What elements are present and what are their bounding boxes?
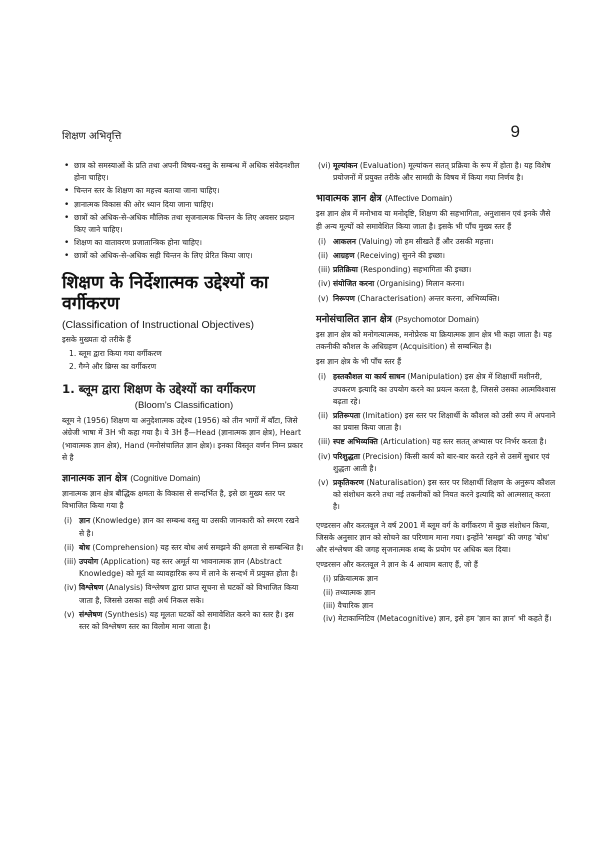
list-item: (iii) वैचारिक ज्ञान bbox=[323, 600, 374, 610]
item-number: (iv) bbox=[318, 279, 331, 289]
knowledge-dimensions-list bbox=[316, 573, 558, 625]
cognitive-heading-title: ज्ञानात्मक ज्ञान क्षेत्र bbox=[62, 473, 128, 485]
list-item bbox=[62, 542, 306, 554]
list-item bbox=[62, 582, 306, 606]
cognitive-intro: ज्ञानात्मक ज्ञान क्षेत्र बौद्धिक क्षमता के विकास से सन्दर्भित है, इसे छः मुख्य स्तर पर विभाजित किया गया है bbox=[62, 489, 286, 511]
main-heading: शिक्षण के निर्देशात्मक उद्देश्यों का वर्गीकरण bbox=[62, 272, 269, 314]
affective-heading-title: भावात्मक ज्ञान क्षेत्र bbox=[316, 193, 382, 205]
list-item bbox=[316, 264, 558, 276]
item-number: (v) bbox=[318, 478, 329, 488]
bloom-paragraph: ब्लूम ने (1956) शिक्षण या अनुदेशात्मक उद्देश्य (1956) को तीन भागों में बाँटा, जिसे अंग्रेजी भाषा में 3H भी कहा गया है। ये 3H हैं—Head (ज्ञानात्मक ज्ञान क्षेत्र), Heart (भावात्मक ज्ञान क्षेत्र), Hand (मनोसंचालित ज्ञान क्षेत्र)। इनका विस्तृत वर्णन निम्न प्रकार से है bbox=[62, 416, 303, 462]
item-term: प्रकृतिकरण bbox=[333, 478, 364, 488]
item-text: (Manipulation) इस क्षेत्र में शिक्षार्थी मशीनरी, उपकरण इत्यादि का उपयोग करने का प्रयत्न करता है, जिससे उसका आत्मविश्वास बढ़ता रहे। bbox=[333, 372, 556, 406]
item-number: (ii) bbox=[318, 251, 329, 261]
list-item bbox=[316, 477, 558, 514]
bloom-heading-english: (Bloom's Classification) bbox=[134, 400, 234, 412]
item-term: मूल्यांकन bbox=[333, 161, 358, 170]
list-item: 1. ब्लूम द्वारा किया गया वर्गीकरण bbox=[69, 348, 162, 358]
list-item bbox=[316, 250, 558, 262]
item-term: विश्लेषण bbox=[79, 583, 104, 593]
left-column bbox=[62, 160, 306, 635]
list-item bbox=[62, 556, 306, 580]
item-text: (Characterisation) अन्तर करना, अभिव्यक्ति। bbox=[357, 293, 500, 303]
anderson-paragraph: एण्डरसन और करतवूल ने वर्ष 2001 में ब्लूम वर्ग के वर्गीकरण में कुछ संशोधन किया, जिसके अनुसार ज्ञान को सोचने का परिणाम माना गया। इन्होंने 'समझ' की जगह 'बोध' और संश्लेषण की जगह सृजनात्मक शब्द के प्रयोग पर अधिक बल दिया। bbox=[316, 520, 550, 555]
list-item bbox=[316, 371, 558, 408]
evaluation-list bbox=[316, 160, 558, 184]
item-term: आग्रहण bbox=[333, 251, 355, 261]
right-column bbox=[316, 160, 558, 629]
item-number: (iii) bbox=[318, 437, 331, 447]
list-item: (iv) मेटाकाग्निटिव (Metacognitive) ज्ञान, इसे हम 'ज्ञान का ज्ञान' भी कहते हैं। bbox=[323, 614, 552, 624]
item-number: (i) bbox=[64, 516, 73, 526]
item-term: निरूपण bbox=[333, 293, 355, 303]
item-number: (v) bbox=[318, 293, 329, 303]
classification-ways-list bbox=[62, 348, 306, 373]
item-term: प्रतिक्रिया bbox=[333, 265, 358, 275]
item-text: (Analysis) विश्लेषण द्वारा प्राप्त सूचना से घटकों को विभाजित किया जाता है, जिससे उसका सही अर्थ निकल सके। bbox=[79, 583, 299, 605]
list-item bbox=[316, 278, 558, 290]
item-number: (ii) bbox=[318, 411, 329, 421]
item-term: बोध bbox=[79, 542, 90, 552]
item-term: प्रतिरूपता bbox=[333, 411, 361, 421]
list-item: • चिन्तन स्तर के शिक्षण का महत्त्व बताया जाना चाहिए। bbox=[62, 185, 306, 197]
item-term: स्पष्ट अभिव्यक्ति bbox=[333, 437, 378, 447]
item-text: (Precision) किसी कार्य को बार-बार करते रहने से उसमें सुधार एवं शुद्धता आती है। bbox=[333, 451, 550, 473]
item-number: (i) bbox=[318, 372, 327, 382]
page-header bbox=[62, 124, 520, 146]
list-item: (ii) तथ्यात्मक ज्ञान bbox=[323, 587, 376, 597]
knowledge-dimensions-intro: एण्डरसन और करतवूल ने ज्ञान के 4 आयाम बताए हैं, जो हैं bbox=[316, 560, 478, 570]
item-number: (v) bbox=[64, 609, 75, 619]
affective-levels-list bbox=[316, 236, 558, 305]
affective-heading bbox=[316, 192, 558, 206]
item-text: (Responding) सहभागिता की इच्छा। bbox=[360, 265, 472, 275]
running-head: शिक्षण अभिवृत्ति bbox=[62, 131, 122, 142]
item-text: (Articulation) यह स्तर सतत् अभ्यास पर निर्भर करता है। bbox=[380, 437, 547, 447]
intro-bullet-list bbox=[62, 160, 306, 263]
list-item: • छात्र को समस्याओं के प्रति तथा अपनी विषय-वस्तु के सम्बन्ध में अधिक संवेदनशील होना चाहिए। bbox=[62, 160, 306, 184]
list-item bbox=[316, 236, 558, 248]
cognitive-heading bbox=[62, 472, 306, 486]
item-text: (Application) यह स्तर अमूर्त या भावनात्मक ज्ञान (Abstract Knowledge) को मूर्त या व्यावहारिक रूप में लाने के सन्दर्भ में प्रयुक्त होता है। bbox=[79, 557, 298, 579]
list-item bbox=[62, 609, 306, 633]
list-item bbox=[316, 410, 558, 434]
item-term: संयोजित करना bbox=[333, 279, 375, 289]
item-text: (Imitation) इस स्तर पर शिक्षार्थी के कौशल को उसी रूप में अपनाने का प्रयास किया जाता है। bbox=[333, 411, 556, 433]
item-text: (Knowledge) ज्ञान का सम्बन्ध वस्तु या उसकी जानकारी को स्मरण रखने से है। bbox=[79, 516, 299, 538]
item-term: उपयोग bbox=[79, 557, 99, 567]
item-number: (vi) bbox=[318, 161, 331, 170]
item-text: (Receiving) सुनने की इच्छा। bbox=[357, 251, 446, 261]
list-item: • छात्रों को अधिक-से-अधिक मौलिक तथा सृजनात्मक चिन्तन के लिए अवसर प्रदान किए जाने चाहिए। bbox=[62, 212, 306, 236]
list-item: • छात्रों को अधिक-से-अधिक सही चिन्तन के लिए प्रेरित किया जाए। bbox=[62, 250, 306, 262]
cognitive-levels-list bbox=[62, 515, 306, 633]
main-intro: इसके मुख्यतः दो तरीके हैं bbox=[62, 334, 131, 344]
item-number: (iii) bbox=[318, 265, 331, 275]
item-term: आकलन bbox=[333, 236, 356, 246]
list-item: • ज्ञानात्मक विकास की ओर ध्यान दिया जाना चाहिए। bbox=[62, 199, 306, 211]
psychomotor-heading-english: (Psychomotor Domain) bbox=[395, 314, 479, 324]
affective-heading-english: (Affective Domain) bbox=[385, 194, 453, 204]
item-text: (Naturalisation) इस स्तर पर शिक्षार्थी शिक्षण के अनुरूप कौशल को संशोधन करने तथा नई तकनीकों को नियत करने इत्यादि को आत्मसात् करता है। bbox=[333, 478, 556, 512]
psychomotor-intro: इस ज्ञान क्षेत्र को मनोगत्यात्मक, मनोप्रेरक या क्रियात्मक ज्ञान क्षेत्र भी कहा जाता है। यह तकनीकी कौशल के अधिग्रहण (Acquisition) से सम्बन्धित है। bbox=[316, 329, 552, 352]
list-item bbox=[316, 436, 558, 448]
list-item: 2. गैग्ने और ब्रिग्स का वर्गीकरण bbox=[69, 362, 157, 372]
item-number: (iv) bbox=[64, 583, 77, 593]
item-text: (Synthesis) यह मूलतः घटकों को समावेशित करने का स्तर है। इस स्तर को विश्लेषण स्तर का विलोम माना जाता है। bbox=[79, 609, 294, 632]
item-text: (Valuing) जो हम सीखते हैं और उसकी महत्ता। bbox=[358, 236, 494, 246]
psychomotor-heading-title: मनोसंचालित ज्ञान क्षेत्र bbox=[316, 313, 392, 325]
list-item: (i) प्रक्रियात्मक ज्ञान bbox=[323, 574, 378, 584]
item-number: (i) bbox=[318, 236, 327, 246]
bloom-heading: 1. ब्लूम द्वारा शिक्षण के उद्देश्यों का वर्गीकरण bbox=[62, 382, 256, 397]
affective-intro: इस ज्ञान क्षेत्र में मनोभाव या मनोदृष्टि, शिक्षण की सहभागिता, अनुशासन एवं इनके जैसे ही अन्य मूल्यों को समावेशित किया जाता है। इसके भी पाँच मुख्य स्तर हैं bbox=[316, 209, 551, 231]
list-item bbox=[62, 515, 306, 539]
psychomotor-levels-list bbox=[316, 371, 558, 513]
list-item: • शिक्षण का वातावरण प्रजातान्त्रिक होना चाहिए। bbox=[62, 237, 306, 249]
item-number: (ii) bbox=[64, 542, 75, 552]
item-text: (Organising) मिलान करना। bbox=[376, 279, 465, 289]
item-term: परिशुद्धता bbox=[333, 451, 360, 461]
item-term: हस्तकौशल या कार्य साधन bbox=[333, 372, 405, 382]
list-item bbox=[316, 451, 558, 475]
cognitive-heading-english: (Cognitive Domain) bbox=[130, 474, 201, 484]
item-text: (Comprehension) यह स्तर बोध अर्थ समझने की क्षमता से सम्बन्धित है। bbox=[92, 542, 304, 552]
psychomotor-levels-intro: इस ज्ञान क्षेत्र के भी पाँच स्तर हैं bbox=[316, 357, 402, 367]
item-term: संश्लेषण bbox=[79, 609, 103, 619]
item-text: (Evaluation) मूल्यांकन सतत् प्रक्रिया के रूप में होता है। यह विशेष प्रयोजनों में प्रयुक्त तरीके और सामग्री के विषय में किया गया निर्णय है। bbox=[333, 161, 551, 183]
psychomotor-heading bbox=[316, 313, 558, 327]
item-term: ज्ञान bbox=[79, 516, 91, 526]
main-heading-english: (Classification of Instructional Objectives) bbox=[62, 318, 254, 331]
list-item bbox=[316, 293, 558, 305]
item-number: (iii) bbox=[64, 557, 77, 567]
item-number: (iv) bbox=[318, 451, 331, 461]
list-item bbox=[316, 160, 558, 184]
page-number: 9 bbox=[510, 122, 520, 141]
